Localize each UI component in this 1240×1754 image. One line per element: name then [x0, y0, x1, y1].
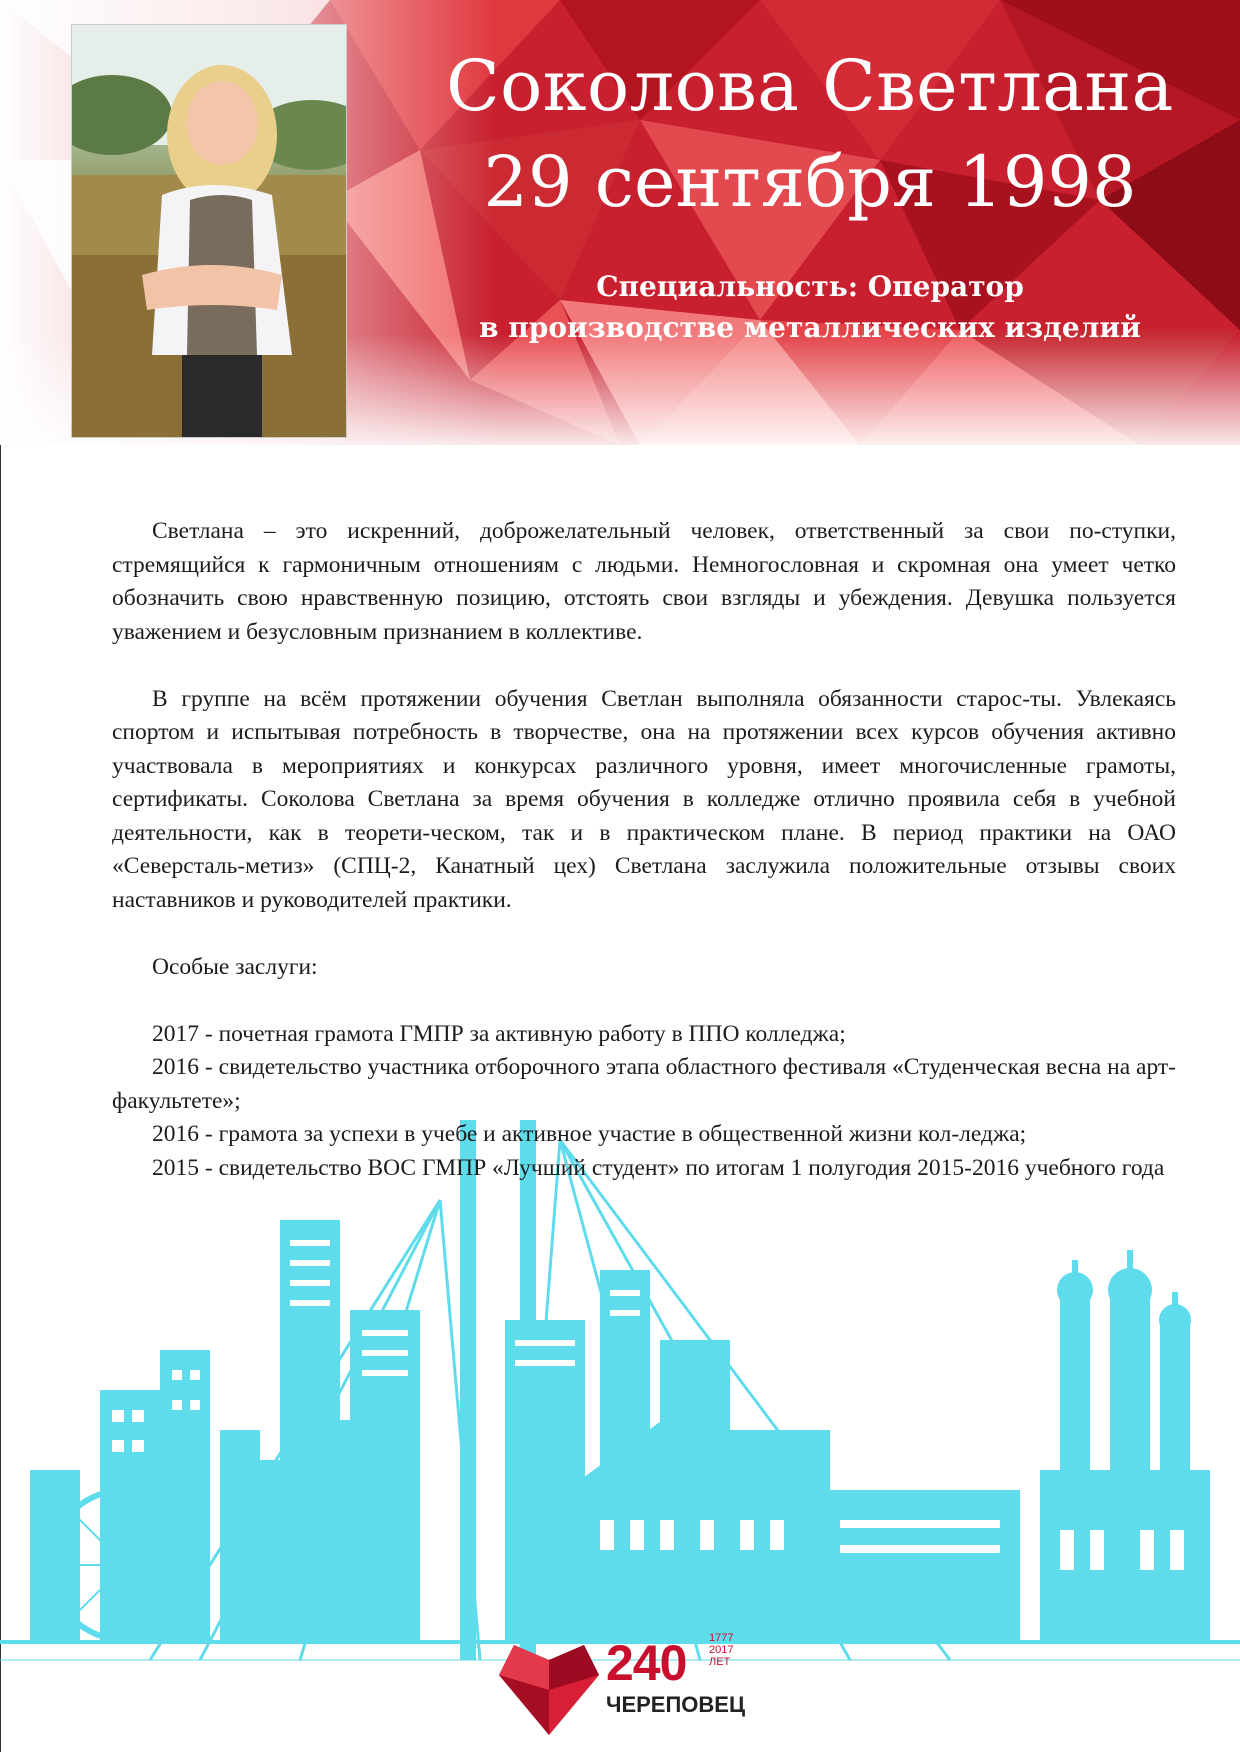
- specialty: [380, 266, 1240, 348]
- specialty-line-2: в производстве металлических изделий: [479, 311, 1141, 344]
- header-banner: [0, 0, 1240, 445]
- paragraph-character: Светлана – это искренний, доброжелательный человек, ответственный за свои по-ступки, стремящийся к гармоничным отношениям с людьми. Немногословная и скромная она умеет четко обозначить свою нравственную позицию, отстоять свои взгляды и убеждения. Девушка пользуется уважением и безусловным признанием в коллективе.: [112, 518, 1176, 645]
- merit-item: 2017 - почетная грамота ГМПР за активную работу в ППО колледжа;: [152, 1020, 846, 1047]
- merit-item: 2016 - грамота за успехи в учебе и активное участие в общественной жизни кол-леджа;: [152, 1121, 1027, 1147]
- specialty-line-1: Специальность: Оператор: [596, 270, 1024, 303]
- cherepovets-240-logo: [494, 1630, 794, 1740]
- logo-number: 240: [606, 1635, 687, 1691]
- logo-years-suffix: ЛЕТ: [709, 1656, 731, 1668]
- description-body: [112, 515, 1176, 1185]
- student-name: Соколова Светлана: [446, 45, 1174, 127]
- logo-city: ЧЕРЕПОВЕЦ: [606, 1692, 746, 1717]
- portrait-photo: [72, 25, 346, 437]
- merit-item: 2016 - свидетельство участника отборочного этапа областного фестиваля «Студенческая весна на арт- факультете»;: [112, 1054, 1176, 1114]
- logo-year-start: 1777: [709, 1632, 734, 1644]
- birth-date: 29 сентября 1998: [483, 141, 1137, 223]
- merit-item: 2015 - свидетельство ВОС ГМПР «Лучший студент» по итогам 1 полугодия 2015-2016 учебного года: [152, 1154, 1165, 1181]
- paragraph-achievements: В группе на всём протяжении обучения Светлан выполняла обязанности старос-ты. Увлекаясь спортом и испытывая потребность в творчестве, она на протяжении всех курсов обучения активно участвовала в мероприятиях и конкурсах различного уровня, имеет многочисленные грамоты, сертификаты. Соколова Светлана за время обучения в колледже отлично проявила себя в учебной деятельности, как в теорети-ческом, так и в практическом плане. В период практики на ОАО «Северсталь-метиз» (СПЦ-2, Канатный цех) Светлана заслужила положительные отзывы своих наставников и руководителей практики.: [112, 685, 1176, 913]
- merits-heading: Особые заслуги:: [152, 953, 318, 980]
- heart-logo-icon: [494, 1630, 604, 1740]
- logo-years: [709, 1632, 733, 1668]
- logo-year-end: 2017: [709, 1644, 734, 1656]
